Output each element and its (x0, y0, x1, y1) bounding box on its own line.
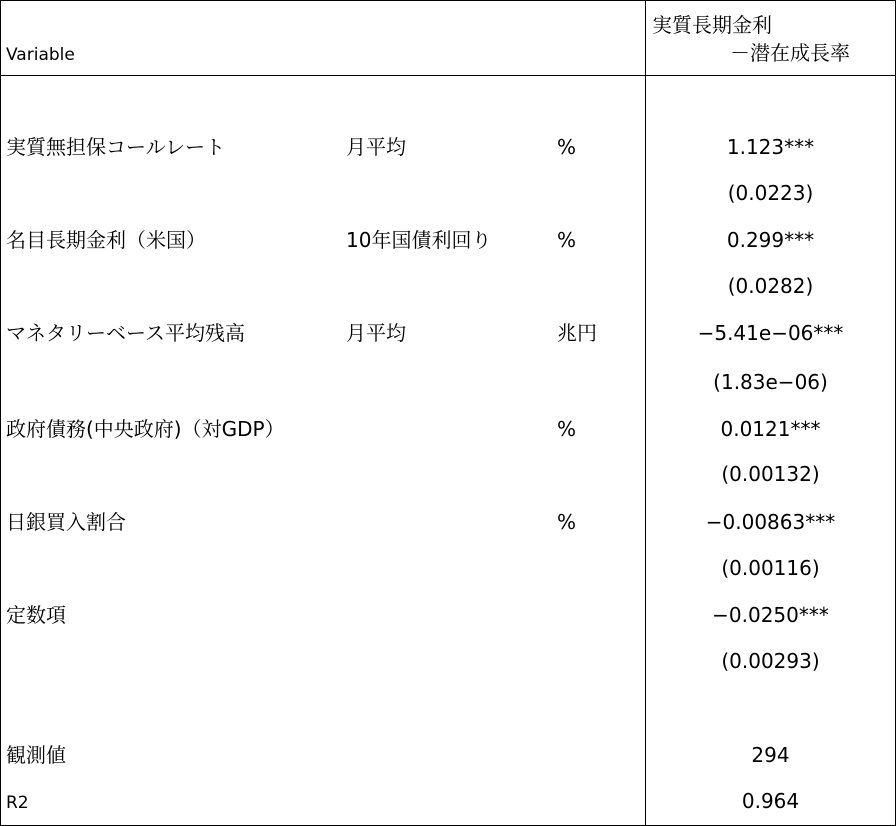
row-coef-us-rate: 0.299*** (726, 228, 815, 252)
header-divider (0, 75, 896, 76)
row-coef-constant: −0.0250*** (712, 603, 829, 627)
row-coef-monetary-base: −5.41e−06*** (697, 321, 844, 345)
row-desc-us-rate: 10年国債利回り (346, 228, 492, 252)
row-unit-monetary-base: 兆円 (557, 321, 597, 345)
row-desc-monetary-base: 月平均 (346, 321, 406, 345)
row-se-monetary-base: (1.83e−06) (713, 370, 828, 394)
column-title-line2: －潜在成長率 (730, 41, 850, 65)
obs-value: 294 (751, 743, 790, 767)
row-coef-boj-share: −0.00863*** (705, 510, 836, 534)
obs-label: 観測値 (6, 743, 66, 767)
row-name-govt-debt: 政府債務(中央政府)（対GDP） (6, 417, 285, 441)
row-name-monetary-base: マネタリーベース平均残高 (6, 321, 245, 345)
row-unit-call-rate: % (557, 135, 577, 159)
column-title-line1: 実質長期金利 (652, 13, 772, 37)
r2-label: R2 (6, 793, 29, 813)
row-coef-govt-debt: 0.0121*** (720, 417, 821, 441)
row-se-call-rate: (0.0223) (727, 181, 814, 205)
row-unit-govt-debt: % (557, 417, 577, 441)
column-divider (645, 0, 646, 826)
row-name-us-rate: 名目長期金利（米国） (6, 228, 206, 252)
row-name-call-rate: 実質無担保コールレート (6, 135, 226, 159)
row-name-constant: 定数項 (6, 603, 66, 627)
row-name-boj-share: 日銀買入割合 (6, 510, 126, 534)
row-coef-call-rate: 1.123*** (726, 135, 815, 159)
row-unit-boj-share: % (557, 510, 577, 534)
r2-value: 0.964 (741, 789, 800, 813)
row-se-us-rate: (0.0282) (727, 274, 814, 298)
row-se-govt-debt: (0.00132) (721, 462, 820, 486)
variable-header: Variable (6, 45, 75, 65)
row-desc-call-rate: 月平均 (346, 135, 406, 159)
row-se-boj-share: (0.00116) (721, 556, 820, 580)
row-unit-us-rate: % (557, 228, 577, 252)
row-se-constant: (0.00293) (721, 649, 820, 673)
